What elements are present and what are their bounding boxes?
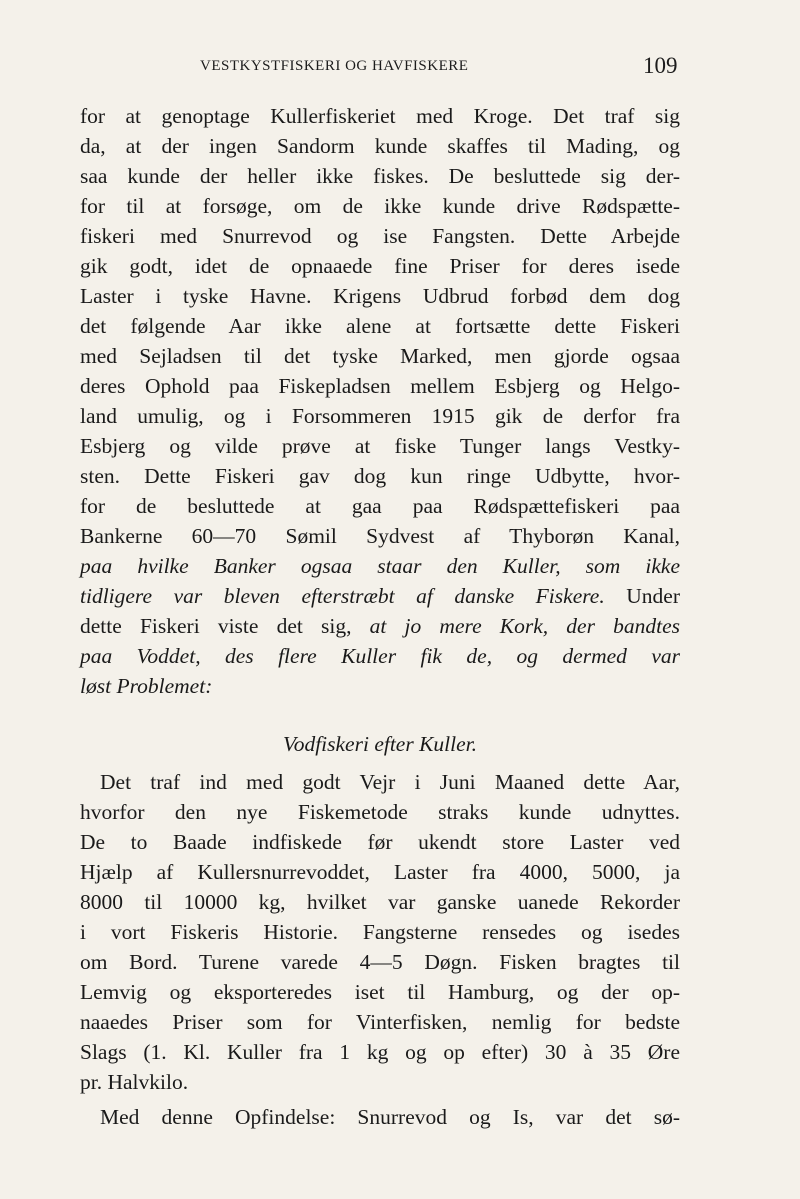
text-line: Det traf ind med godt Vejr i Juni Maaned dette Aar, [100,770,680,794]
text-line: da, at der ingen Sandorm kunde skaffes til Mading, og [80,134,680,158]
italic-text-span: tidligere var bleven efterstræbt af danske Fiskere. [80,584,605,608]
text-line: Med denne Opfindelse: Snurrevod og Is, var det sø- [100,1105,680,1129]
text-line: saa kunde der heller ikke fiskes. De besluttede sig der- [80,164,680,188]
mixed-text-line [80,581,680,611]
italic-text-line: paa Voddet, des flere Kuller fik de, og dermed var [80,644,680,668]
text-line: Laster i tyske Havne. Krigens Udbrud forbød dem dog [80,284,680,308]
text-line: land umulig, og i Forsommeren 1915 gik de derfor fra [80,404,680,428]
text-line: 8000 til 10000 kg, hvilket var ganske uanede Rekorder [80,890,680,914]
text-line: for at genoptage Kullerfiskeriet med Kroge. Det traf sig [80,104,680,128]
text-line: Slags (1. Kl. Kuller fra 1 kg og op efter) 30 à 35 Øre [80,1040,680,1064]
text-line: Bankerne 60—70 Sømil Sydvest af Thyborøn Kanal, [80,524,680,548]
italic-text-line: paa hvilke Banker ogsaa staar den Kuller, som ikke [80,554,680,578]
text-line: pr. Halvkilo. [80,1070,189,1094]
text-line: naaedes Priser som for Vinterfisken, nemlig for bedste [80,1010,680,1034]
text-line: med Sejladsen til det tyske Marked, men gjorde ogsaa [80,344,680,368]
text-line: for de besluttede at gaa paa Rødspættefiskeri paa [80,494,680,518]
italic-text-line: løst Problemet: [80,674,213,698]
text-line: gik godt, idet de opnaaede fine Priser for deres isede [80,254,680,278]
text-span: Under [604,584,680,608]
text-line: sten. Dette Fiskeri gav dog kun ringe Udbytte, hvor- [80,464,680,488]
text-line: det følgende Aar ikke alene at fortsætte dette Fiskeri [80,314,680,338]
text-span: dette Fiskeri viste det sig, [80,614,370,638]
running-title: VESTKYSTFISKERI OG HAVFISKERE [200,58,469,74]
text-line: fiskeri med Snurrevod og ise Fangsten. Dette Arbejde [80,224,680,248]
text-line: deres Ophold paa Fiskepladsen mellem Esbjerg og Helgo- [80,374,680,398]
text-line: De to Baade indfiskede før ukendt store Laster ved [80,830,680,854]
text-line: hvorfor den nye Fiskemetode straks kunde udnyttes. [80,800,680,824]
text-line: Lemvig og eksporteredes iset til Hamburg, og der op- [80,980,680,1004]
section-heading: Vodfiskeri efter Kuller. [282,732,478,756]
mixed-text-line [80,611,680,641]
text-line: i vort Fiskeris Historie. Fangsterne rensedes og isedes [80,920,680,944]
text-line: om Bord. Turene varede 4—5 Døgn. Fisken bragtes til [80,950,680,974]
page-number: 109 [643,53,678,78]
text-line: Hjælp af Kullersnurrevoddet, Laster fra 4000, 5000, ja [80,860,680,884]
text-line: for til at forsøge, om de ikke kunde drive Rødspætte- [80,194,680,218]
italic-text-span: at jo mere Kork, der bandtes [369,614,681,638]
text-line: Esbjerg og vilde prøve at fiske Tunger langs Vestky- [80,434,680,458]
